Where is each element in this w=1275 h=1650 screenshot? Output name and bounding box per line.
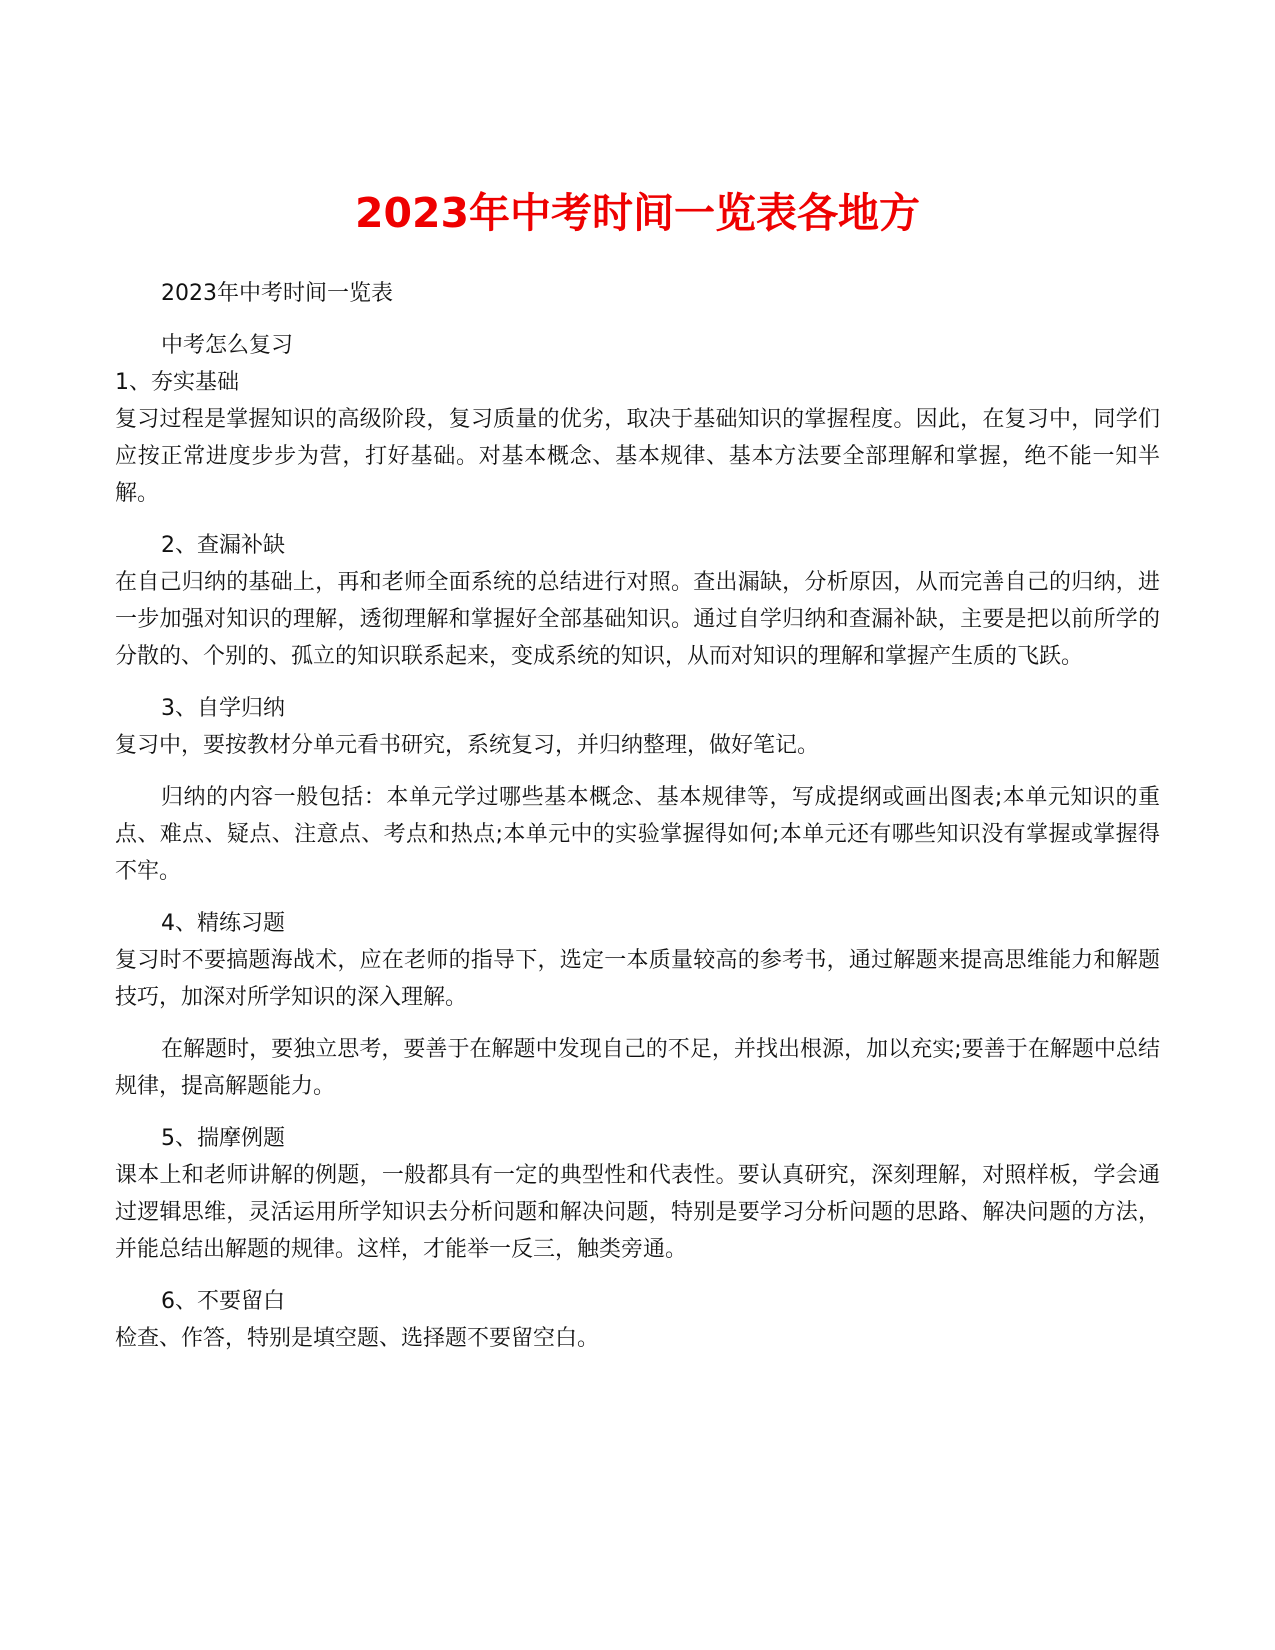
item-heading: 6、不要留白 <box>161 1289 285 1314</box>
body-paragraph: 在自己归纳的基础上，再和老师全面系统的总结进行对照。查出漏缺，分析原因，从而完善自己的归纳，进一步加强对知识的理解，透彻理解和掌握好全部基础知识。通过自学归纳和查漏补缺，主要是把以前所学的分散的、个别的、孤立的知识联系起来，变成系统的知识，从而对知识的理解和掌握产生质的飞跃。 <box>115 570 1160 669</box>
document-body <box>115 275 1160 1357</box>
item-heading: 3、自学归纳 <box>161 696 285 721</box>
item-heading: 1、夯实基础 <box>115 370 239 395</box>
body-paragraph: 复习中，要按教材分单元看书研究，系统复习，并归纳整理，做好笔记。 <box>115 733 820 758</box>
item-heading: 4、精练习题 <box>161 911 285 936</box>
document-title: 2023年中考时间一览表各地方 <box>354 189 921 237</box>
body-paragraph: 检查、作答，特别是填空题、选择题不要留空白。 <box>115 1326 600 1351</box>
body-paragraph: 复习过程是掌握知识的高级阶段，复习质量的优劣，取决于基础知识的掌握程度。因此，在复习中，同学们应按正常进度步步为营，打好基础。对基本概念、基本规律、基本方法要全部理解和掌握，绝不能一知半解。 <box>115 407 1160 506</box>
item-heading: 2、查漏补缺 <box>161 533 285 558</box>
body-paragraph: 归纳的内容一般包括：本单元学过哪些基本概念、基本规律等，写成提纲或画出图表;本单元知识的重点、难点、疑点、注意点、考点和热点;本单元中的实验掌握得如何;本单元还有哪些知识没有掌握或掌握得不牢。 <box>115 785 1160 884</box>
body-paragraph: 在解题时，要独立思考，要善于在解题中发现自己的不足，并找出根源，加以充实;要善于在解题中总结规律，提高解题能力。 <box>115 1037 1160 1099</box>
subtitle-paragraph: 2023年中考时间一览表 <box>161 281 393 306</box>
body-paragraph: 课本上和老师讲解的例题，一般都具有一定的典型性和代表性。要认真研究，深刻理解，对照样板，学会通过逻辑思维，灵活运用所学知识去分析问题和解决问题，特别是要学习分析问题的思路、解决问题的方法，并能总结出解题的规律。这样，才能举一反三，触类旁通。 <box>115 1163 1160 1262</box>
item-heading: 5、揣摩例题 <box>161 1126 285 1151</box>
section-heading: 中考怎么复习 <box>161 333 294 358</box>
body-paragraph: 复习时不要搞题海战术，应在老师的指导下，选定一本质量较高的参考书，通过解题来提高思维能力和解题技巧，加深对所学知识的深入理解。 <box>115 948 1160 1010</box>
